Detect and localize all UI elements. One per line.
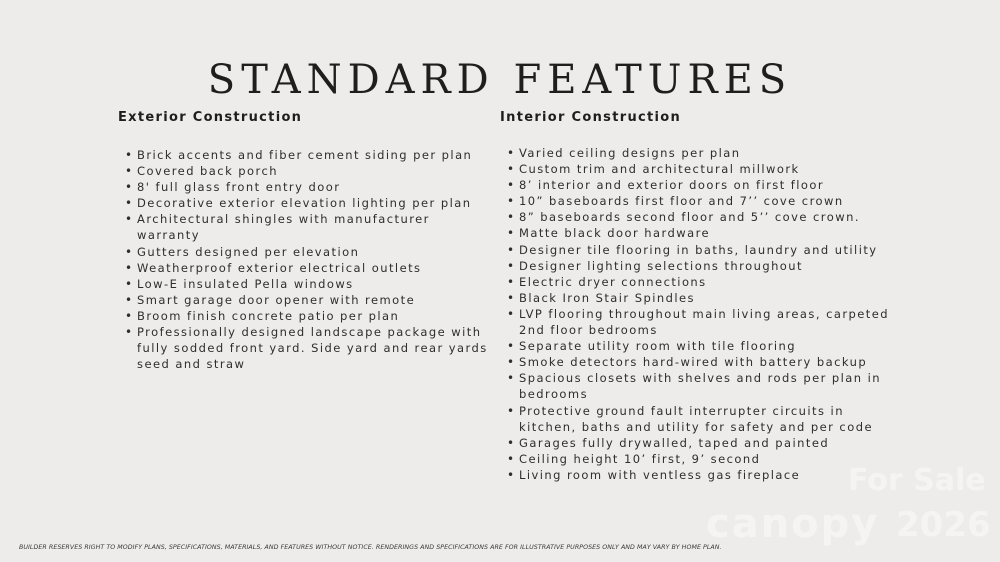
feature-list-item: • Designer tile flooring in baths, laundry and utility: [500, 242, 890, 258]
page-title: STANDARD FEATURES: [207, 56, 793, 103]
watermark-for-sale: For Sale: [848, 463, 986, 498]
feature-list-item: • Broom finish concrete patio per plan: [118, 308, 493, 324]
watermark-brand: canopy: [706, 501, 880, 547]
feature-list-item: • Covered back porch: [118, 163, 493, 179]
interior-construction-heading: Interior Construction: [500, 110, 682, 125]
feature-list-item: • Smoke detectors hard-wired with battery backup: [500, 354, 890, 370]
feature-list-item: • Professionally designed landscape package with fully sodded front yard. Side yard and rear yards seed and straw: [118, 324, 493, 372]
watermark-year: 2026: [896, 505, 991, 545]
disclaimer-text: BUILDER RESERVES RIGHT TO MODIFY PLANS, SPECIFICATIONS, MATERIALS, AND FEATURES WITHOUT NOTICE. RENDERINGS AND SPECIFICATIONS ARE FOR ILLUSTRATIVE PURPOSES ONLY AND MAY VARY BY HOME PLAN.: [19, 544, 722, 551]
feature-list-item: • Custom trim and architectural millwork: [500, 161, 890, 177]
feature-list-item: • Weatherproof exterior electrical outlets: [118, 260, 493, 276]
listing-watermark: [700, 455, 1000, 555]
feature-list-item: • Living room with ventless gas fireplace: [500, 467, 890, 483]
feature-list-item: • Varied ceiling designs per plan: [500, 145, 890, 161]
feature-list-item: • Architectural shingles with manufacturer warranty: [118, 211, 493, 243]
feature-list-item: • Decorative exterior elevation lighting per plan: [118, 195, 493, 211]
interior-construction-section: [500, 110, 890, 483]
exterior-construction-section: [118, 110, 493, 372]
feature-list-item: • Low-E insulated Pella windows: [118, 276, 493, 292]
feature-list-item: • Gutters designed per elevation: [118, 244, 493, 260]
feature-list-item: • Black Iron Stair Spindles: [500, 290, 890, 306]
feature-list-item: • Protective ground fault interrupter circuits in kitchen, baths and utility for safety and per code: [500, 403, 890, 435]
feature-list-item: • Spacious closets with shelves and rods per plan in bedrooms: [500, 370, 890, 402]
feature-list-item: • Smart garage door opener with remote: [118, 292, 493, 308]
feature-list-item: • Ceiling height 10’ first, 9’ second: [500, 451, 890, 467]
feature-list-item: • Garages fully drywalled, taped and painted: [500, 435, 890, 451]
feature-list-item: • 10” baseboards first floor and 7’’ cove crown: [500, 193, 890, 209]
feature-list-item: • Electric dryer connections: [500, 274, 890, 290]
feature-list-item: • Matte black door hardware: [500, 225, 890, 241]
feature-list-item: • Separate utility room with tile flooring: [500, 338, 890, 354]
feature-list-item: • Brick accents and fiber cement siding per plan: [118, 147, 493, 163]
interior-features-list: [500, 145, 890, 483]
exterior-features-list: [118, 147, 493, 372]
feature-list-item: • 8’ interior and exterior doors on first floor: [500, 177, 890, 193]
exterior-construction-heading: Exterior Construction: [118, 110, 303, 125]
feature-list-item: • 8” baseboards second floor and 5’’ cove crown.: [500, 209, 890, 225]
feature-list-item: • 8' full glass front entry door: [118, 179, 493, 195]
feature-list-item: • Designer lighting selections throughout: [500, 258, 890, 274]
feature-list-item: • LVP flooring throughout main living areas, carpeted 2nd floor bedrooms: [500, 306, 890, 338]
